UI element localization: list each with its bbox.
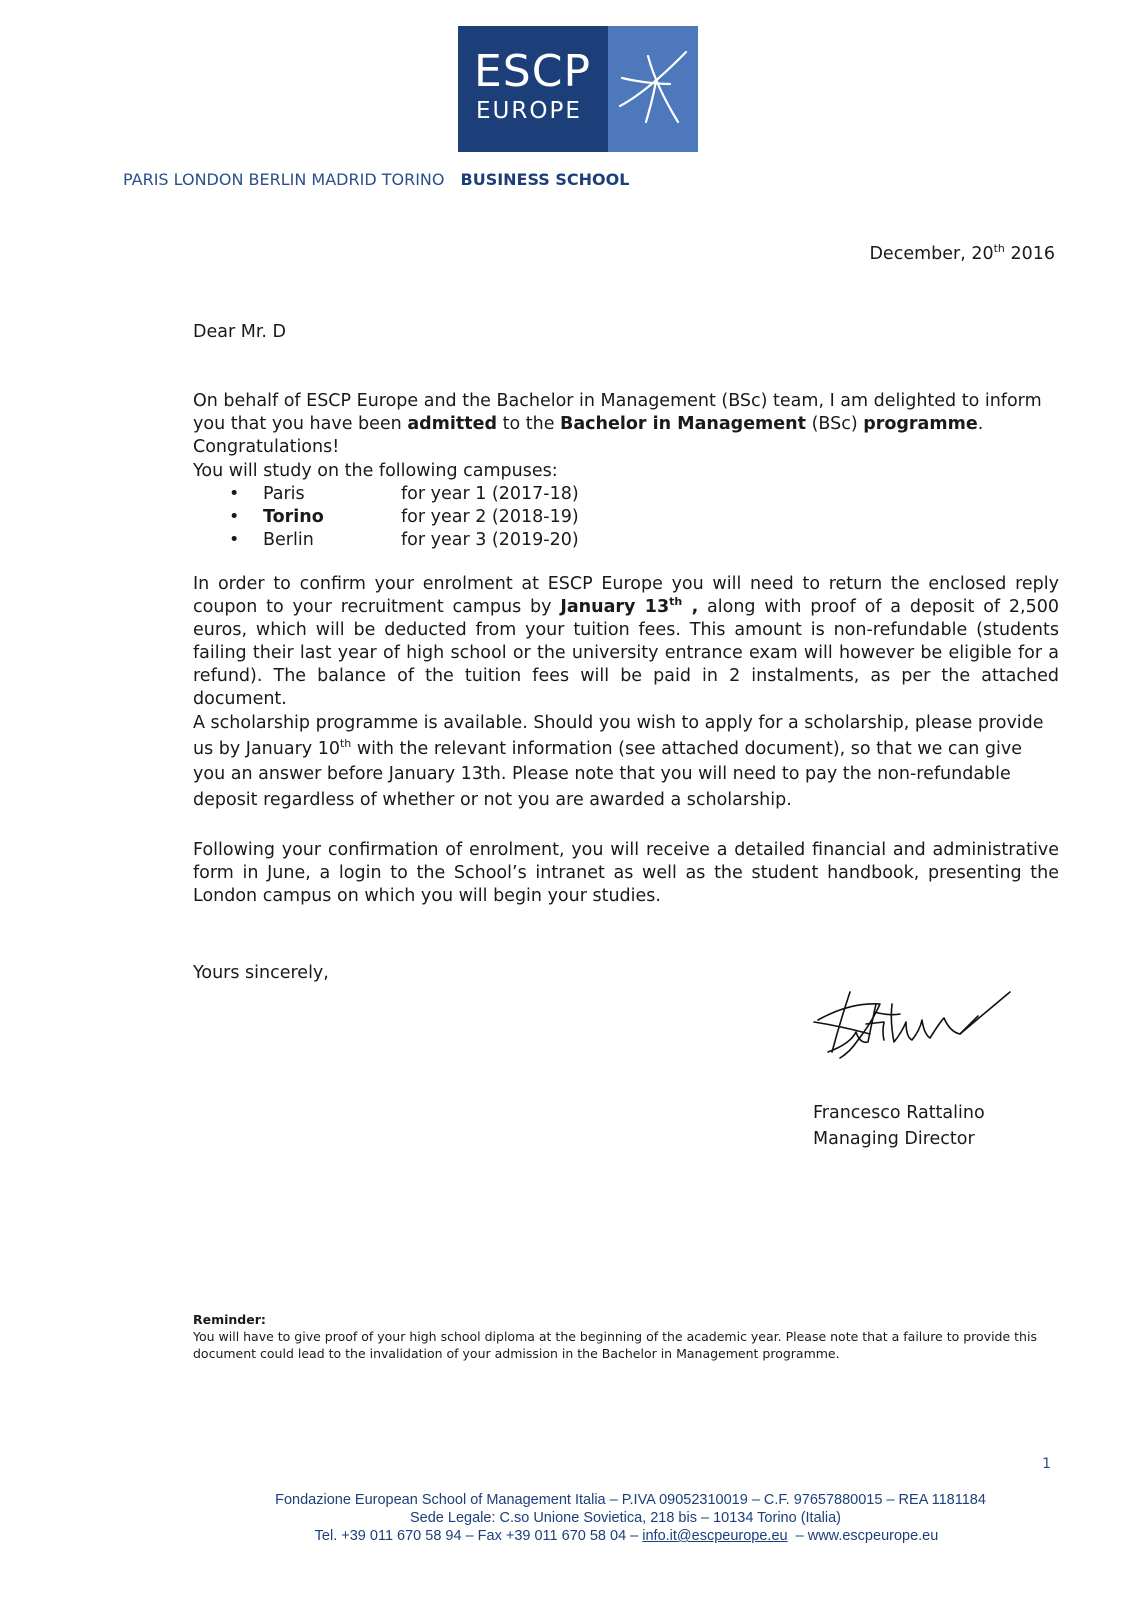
p1-text-1: On behalf of ESCP Europe and the Bachelor in Management (BSc) team, I am delighted to inform you that you have been	[193, 391, 1042, 434]
list-item	[193, 506, 579, 529]
letterhead-tagline	[123, 170, 629, 189]
reminder-note	[193, 1311, 1059, 1362]
footer-phone-fax: Tel. +39 011 670 58 94 – Fax +39 011 670 58 04 –	[314, 1528, 643, 1544]
logo-wordmark-panel	[458, 26, 608, 152]
date-year: 2016	[1004, 244, 1055, 264]
date-text: December, 20	[869, 244, 994, 264]
p1-text-4: . Congratulations!	[193, 414, 984, 457]
p1-bold-admitted: admitted	[407, 414, 498, 434]
footer-legal-line: Fondazione European School of Management Italia – P.IVA 09052310019 – C.F. 97657880015 – REA 1181184	[275, 1492, 986, 1508]
campus-cities: PARIS LONDON BERLIN MADRID TORINO	[123, 170, 445, 189]
campus-period: for year 2 (2018-19)	[401, 507, 579, 527]
p3-text-2: with the relevant information (see attached document), so that we can give you an answer before January 13th. Please note that you will need to pay the non-refundable deposit regardless of whether or not you are awarded a scholarship.	[193, 738, 1023, 810]
business-school-label: BUSINESS SCHOOL	[460, 170, 630, 189]
admission-paragraph	[193, 390, 1059, 459]
star-burst-icon	[608, 26, 698, 152]
reminder-text: You will have to give proof of your high school diploma at the beginning of the academic year. Please note that a failure to provide this document could lead to the invalidation of your admission in the Bachelor in Management programme.	[193, 1329, 1037, 1361]
list-item	[193, 529, 579, 552]
p2-bold-deadline: January 13	[560, 597, 670, 617]
scholarship-paragraph	[193, 711, 1059, 813]
p1-text-3: (BSc)	[806, 414, 864, 434]
p2-deadline-suffix: th	[669, 595, 683, 609]
closing: Yours sincerely,	[193, 963, 329, 983]
list-item	[193, 483, 579, 506]
signer-name: Francesco Rattalino	[813, 1103, 985, 1123]
enrolment-paragraph	[193, 573, 1059, 711]
letter-date	[869, 243, 1055, 266]
logo-europe-text: EUROPE	[476, 98, 582, 124]
bullet: •	[229, 530, 240, 550]
p3-text-1: A scholarship programme is available. Should you wish to apply for a scholarship, please provide us by January 10	[193, 713, 1044, 759]
p1-bold-programme: programme	[863, 414, 978, 434]
logo-star-panel	[608, 26, 698, 152]
confirmation-paragraph: Following your confirmation of enrolment, you will receive a detailed financial and administrative form in June, a login to the School’s intranet as well as the student handbook, presenting the London campus on which you will begin your studies.	[193, 840, 1059, 906]
campus-city: Paris	[263, 484, 305, 504]
p3-date-suffix: th	[339, 736, 352, 750]
footer-website: – www.escpeurope.eu	[787, 1528, 939, 1544]
campus-list	[193, 483, 579, 552]
p1-bold-programme-name: Bachelor in Management	[560, 414, 806, 434]
bullet: •	[229, 484, 240, 504]
reminder-heading: Reminder:	[193, 1312, 266, 1327]
logo-escp-text: ESCP	[474, 46, 591, 97]
footer-contact-line	[59, 1527, 1135, 1545]
salutation: Dear Mr. D	[193, 322, 287, 342]
p2-bold-comma: ,	[682, 597, 699, 617]
campus-city: Berlin	[263, 530, 314, 550]
campus-period: for year 3 (2019-20)	[401, 530, 579, 550]
p2-text-1: In order to confirm your enrolment at ESCP Europe you will need to return the enclosed reply coupon to your recruitment campus by	[193, 574, 1059, 617]
campuses-intro: You will study on the following campuses:	[193, 461, 558, 481]
date-suffix: th	[993, 242, 1005, 256]
handwritten-signature	[810, 982, 1020, 1082]
footer	[0, 1491, 1135, 1545]
p1-text-2: to the	[497, 414, 561, 434]
p2-text-2: along with proof of a deposit of 2,500 euros, which will be deducted from your tuition fees. This amount is non-refundable (students failing their last year of high school or the university entrance exam will however be eligible for a refund). The balance of the tuition fees will be paid in 2 instalments, as per the attached document.	[193, 597, 1059, 709]
campus-city: Torino	[263, 507, 324, 527]
bullet: •	[229, 507, 240, 527]
footer-address-line: Sede Legale: C.so Unione Sovietica, 218 bis – 10134 Torino (Italia)	[410, 1510, 841, 1526]
campus-period: for year 1 (2017-18)	[401, 484, 579, 504]
page-number: 1	[1042, 1456, 1051, 1472]
escp-europe-logo	[458, 26, 698, 152]
email-link[interactable]: info.it@escpeurope.eu	[642, 1528, 788, 1544]
signer-title: Managing Director	[813, 1129, 975, 1149]
